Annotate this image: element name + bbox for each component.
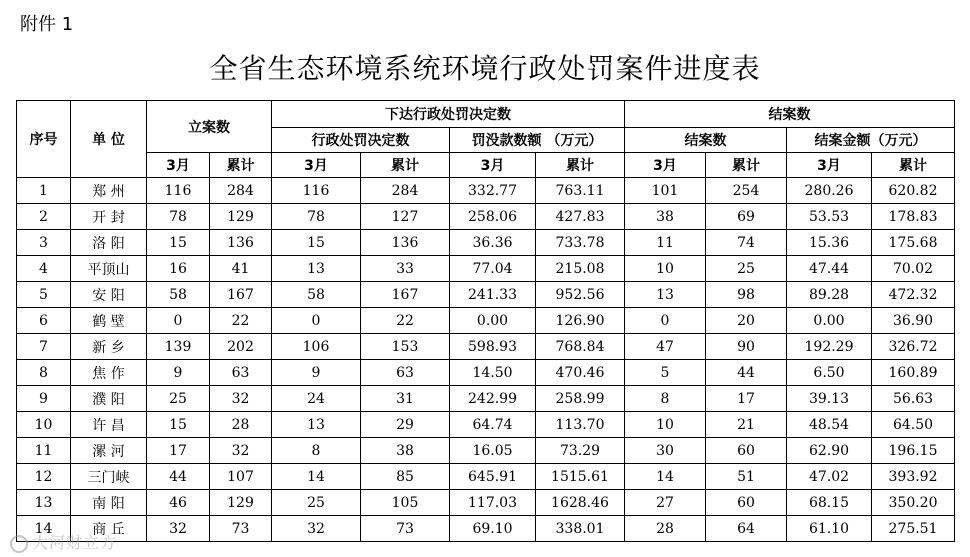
cell-closed-amount-month: 48.54: [787, 412, 872, 438]
cell-decisions-cumulative: 29: [361, 412, 450, 438]
page-title: 全省生态环境系统环境行政处罚案件进度表: [209, 52, 761, 85]
watermark: [10, 530, 117, 553]
cell-unit: 洛 阳: [71, 230, 147, 256]
cell-closed-amount-month: 6.50: [787, 360, 872, 386]
cell-closed-amount-month: 192.29: [787, 334, 872, 360]
cell-fine-cumulative: 113.70: [536, 412, 625, 438]
table-row: [17, 464, 955, 490]
cell-decisions-month: 25: [272, 490, 361, 516]
cell-closed-amount-cumulative: 275.51: [872, 516, 955, 542]
header-cumulative: 累计: [872, 153, 955, 178]
header-fine-amount: 罚没款数额 （万元）: [450, 128, 625, 153]
cell-unit: 郑 州: [71, 178, 147, 204]
cell-closed-amount-month: 62.90: [787, 438, 872, 464]
header-decisions-count: 行政处罚决定数: [272, 128, 450, 153]
cell-closed-amount-cumulative: 64.50: [872, 412, 955, 438]
cell-unit: 平顶山: [71, 256, 147, 282]
cell-closed-amount-cumulative: 160.89: [872, 360, 955, 386]
cell-closed-month: 10: [625, 256, 706, 282]
cell-closed-cumulative: 69: [706, 204, 787, 230]
table-row: [17, 334, 955, 360]
cell-filed-month: 17: [147, 438, 210, 464]
cell-closed-cumulative: 17: [706, 386, 787, 412]
cell-seq: 11: [17, 438, 71, 464]
cell-unit: 三门峡: [71, 464, 147, 490]
cell-seq: 10: [17, 412, 71, 438]
header-cumulative: 累计: [361, 153, 450, 178]
table-row: [17, 178, 955, 204]
header-closed-count: 结案数: [625, 128, 787, 153]
cell-seq: 9: [17, 386, 71, 412]
cell-fine-cumulative: 215.08: [536, 256, 625, 282]
cell-closed-month: 38: [625, 204, 706, 230]
cell-unit: 许 昌: [71, 412, 147, 438]
cell-decisions-month: 106: [272, 334, 361, 360]
cell-closed-cumulative: 60: [706, 438, 787, 464]
header-month: 3月: [147, 153, 210, 178]
cell-closed-amount-cumulative: 196.15: [872, 438, 955, 464]
cell-decisions-month: 8: [272, 438, 361, 464]
cell-closed-amount-cumulative: 393.92: [872, 464, 955, 490]
cell-decisions-month: 9: [272, 360, 361, 386]
cell-filed-cumulative: 32: [210, 386, 272, 412]
cell-seq: 8: [17, 360, 71, 386]
header-cumulative: 累计: [536, 153, 625, 178]
cell-filed-cumulative: 167: [210, 282, 272, 308]
cell-seq: 6: [17, 308, 71, 334]
cell-closed-month: 47: [625, 334, 706, 360]
table-row: [17, 360, 955, 386]
table-row: [17, 204, 955, 230]
cell-fine-month: 258.06: [450, 204, 536, 230]
cell-fine-cumulative: 427.83: [536, 204, 625, 230]
cell-filed-month: 78: [147, 204, 210, 230]
cell-decisions-cumulative: 73: [361, 516, 450, 542]
cell-decisions-cumulative: 31: [361, 386, 450, 412]
attachment-label: 附件 1: [20, 14, 74, 35]
cell-decisions-cumulative: 153: [361, 334, 450, 360]
table-row: [17, 282, 955, 308]
cell-closed-cumulative: 90: [706, 334, 787, 360]
cell-closed-cumulative: 64: [706, 516, 787, 542]
cell-seq: 14: [17, 516, 71, 542]
cell-fine-cumulative: 1628.46: [536, 490, 625, 516]
header-unit: 单 位: [71, 101, 147, 178]
cell-fine-month: 241.33: [450, 282, 536, 308]
cell-filed-month: 15: [147, 230, 210, 256]
cell-closed-month: 5: [625, 360, 706, 386]
cell-filed-month: 9: [147, 360, 210, 386]
cell-fine-month: 36.36: [450, 230, 536, 256]
cell-seq: 12: [17, 464, 71, 490]
cell-fine-cumulative: 126.90: [536, 308, 625, 334]
cell-fine-cumulative: 768.84: [536, 334, 625, 360]
cell-fine-month: 0.00: [450, 308, 536, 334]
table-row: [17, 490, 955, 516]
cell-closed-amount-cumulative: 178.83: [872, 204, 955, 230]
cell-closed-amount-cumulative: 326.72: [872, 334, 955, 360]
cell-fine-cumulative: 952.56: [536, 282, 625, 308]
cell-closed-amount-month: 47.44: [787, 256, 872, 282]
cell-decisions-cumulative: 38: [361, 438, 450, 464]
cell-closed-cumulative: 44: [706, 360, 787, 386]
cell-filed-cumulative: 129: [210, 490, 272, 516]
header-closed-amount: 结案金额（万元）: [787, 128, 955, 153]
cell-fine-month: 14.50: [450, 360, 536, 386]
table-row: [17, 308, 955, 334]
table-row: [17, 230, 955, 256]
cell-decisions-month: 13: [272, 256, 361, 282]
cell-closed-cumulative: 98: [706, 282, 787, 308]
cell-decisions-cumulative: 33: [361, 256, 450, 282]
cell-decisions-month: 58: [272, 282, 361, 308]
cell-fine-month: 16.05: [450, 438, 536, 464]
cell-closed-month: 10: [625, 412, 706, 438]
cell-closed-month: 27: [625, 490, 706, 516]
cell-closed-amount-cumulative: 472.32: [872, 282, 955, 308]
cell-seq: 1: [17, 178, 71, 204]
header-closed-group: 结案数: [625, 101, 955, 128]
cell-closed-cumulative: 60: [706, 490, 787, 516]
table-row: [17, 438, 955, 464]
cell-fine-cumulative: 258.99: [536, 386, 625, 412]
cell-fine-month: 117.03: [450, 490, 536, 516]
header-month: 3月: [450, 153, 536, 178]
cell-fine-cumulative: 470.46: [536, 360, 625, 386]
cell-decisions-month: 0: [272, 308, 361, 334]
cell-closed-cumulative: 254: [706, 178, 787, 204]
table-row: [17, 412, 955, 438]
cell-decisions-month: 15: [272, 230, 361, 256]
cell-filed-cumulative: 202: [210, 334, 272, 360]
cell-filed-month: 25: [147, 386, 210, 412]
cell-fine-cumulative: 338.01: [536, 516, 625, 542]
cell-unit: 新 乡: [71, 334, 147, 360]
cell-filed-cumulative: 136: [210, 230, 272, 256]
cell-fine-month: 332.77: [450, 178, 536, 204]
cell-filed-cumulative: 41: [210, 256, 272, 282]
cell-closed-month: 8: [625, 386, 706, 412]
cell-closed-amount-month: 280.26: [787, 178, 872, 204]
cell-closed-month: 0: [625, 308, 706, 334]
cell-filed-cumulative: 22: [210, 308, 272, 334]
cell-unit: 濮 阳: [71, 386, 147, 412]
cell-decisions-cumulative: 127: [361, 204, 450, 230]
cell-closed-month: 101: [625, 178, 706, 204]
header-seq: 序号: [17, 101, 71, 178]
cell-unit: 鹤 壁: [71, 308, 147, 334]
cell-closed-amount-month: 0.00: [787, 308, 872, 334]
cell-seq: 13: [17, 490, 71, 516]
cell-fine-cumulative: 763.11: [536, 178, 625, 204]
cell-unit: 漯 河: [71, 438, 147, 464]
cell-decisions-cumulative: 284: [361, 178, 450, 204]
cell-fine-month: 598.93: [450, 334, 536, 360]
cell-closed-amount-cumulative: 70.02: [872, 256, 955, 282]
penalty-progress-table: [16, 100, 955, 542]
cell-decisions-month: 116: [272, 178, 361, 204]
cell-closed-amount-cumulative: 175.68: [872, 230, 955, 256]
cell-fine-cumulative: 1515.61: [536, 464, 625, 490]
watermark-text: 大河财立方: [32, 533, 118, 552]
header-cumulative: 累计: [210, 153, 272, 178]
cell-closed-amount-month: 61.10: [787, 516, 872, 542]
cell-fine-cumulative: 733.78: [536, 230, 625, 256]
cell-filed-cumulative: 32: [210, 438, 272, 464]
cell-decisions-month: 13: [272, 412, 361, 438]
cell-filed-month: 16: [147, 256, 210, 282]
cell-closed-amount-month: 53.53: [787, 204, 872, 230]
cell-closed-amount-cumulative: 350.20: [872, 490, 955, 516]
cell-filed-cumulative: 28: [210, 412, 272, 438]
cell-closed-amount-month: 47.02: [787, 464, 872, 490]
cell-fine-month: 77.04: [450, 256, 536, 282]
cell-fine-cumulative: 73.29: [536, 438, 625, 464]
cell-decisions-cumulative: 167: [361, 282, 450, 308]
cell-closed-cumulative: 21: [706, 412, 787, 438]
cell-seq: 4: [17, 256, 71, 282]
cell-closed-amount-month: 68.15: [787, 490, 872, 516]
cell-filed-month: 0: [147, 308, 210, 334]
table-row: [17, 256, 955, 282]
cell-closed-amount-cumulative: 36.90: [872, 308, 955, 334]
cell-closed-month: 30: [625, 438, 706, 464]
cell-filed-cumulative: 129: [210, 204, 272, 230]
header-month: 3月: [272, 153, 361, 178]
cell-unit: 安 阳: [71, 282, 147, 308]
header-filed-cases: 立案数: [147, 101, 272, 153]
cell-closed-month: 13: [625, 282, 706, 308]
cell-seq: 3: [17, 230, 71, 256]
cell-closed-amount-cumulative: 56.63: [872, 386, 955, 412]
cell-filed-month: 44: [147, 464, 210, 490]
cell-decisions-cumulative: 105: [361, 490, 450, 516]
cell-filed-month: 32: [147, 516, 210, 542]
header-cumulative: 累计: [706, 153, 787, 178]
cell-decisions-cumulative: 22: [361, 308, 450, 334]
cell-decisions-month: 14: [272, 464, 361, 490]
cell-filed-month: 46: [147, 490, 210, 516]
cell-seq: 2: [17, 204, 71, 230]
cell-decisions-cumulative: 85: [361, 464, 450, 490]
cell-closed-cumulative: 20: [706, 308, 787, 334]
cell-fine-month: 242.99: [450, 386, 536, 412]
cell-filed-month: 58: [147, 282, 210, 308]
cell-closed-month: 28: [625, 516, 706, 542]
table-body: [17, 178, 955, 542]
cell-closed-amount-month: 15.36: [787, 230, 872, 256]
cell-unit: 焦 作: [71, 360, 147, 386]
cell-closed-month: 14: [625, 464, 706, 490]
cell-filed-cumulative: 73: [210, 516, 272, 542]
header-month: 3月: [625, 153, 706, 178]
header-decisions-group: 下达行政处罚决定数: [272, 101, 625, 128]
cell-filed-cumulative: 63: [210, 360, 272, 386]
cell-fine-month: 64.74: [450, 412, 536, 438]
cell-filed-month: 139: [147, 334, 210, 360]
table-row: [17, 386, 955, 412]
cell-decisions-cumulative: 63: [361, 360, 450, 386]
table-row: [17, 516, 955, 542]
cell-decisions-month: 32: [272, 516, 361, 542]
cell-decisions-month: 78: [272, 204, 361, 230]
cell-closed-amount-cumulative: 620.82: [872, 178, 955, 204]
cell-unit: 商 丘: [71, 516, 147, 542]
cell-filed-month: 116: [147, 178, 210, 204]
cell-fine-month: 69.10: [450, 516, 536, 542]
watermark-logo-icon: [10, 535, 28, 553]
cell-filed-cumulative: 107: [210, 464, 272, 490]
cell-unit: 南 阳: [71, 490, 147, 516]
cell-closed-cumulative: 74: [706, 230, 787, 256]
cell-closed-amount-month: 89.28: [787, 282, 872, 308]
cell-filed-month: 15: [147, 412, 210, 438]
cell-unit: 开 封: [71, 204, 147, 230]
cell-closed-cumulative: 51: [706, 464, 787, 490]
cell-filed-cumulative: 284: [210, 178, 272, 204]
cell-decisions-cumulative: 136: [361, 230, 450, 256]
cell-closed-month: 11: [625, 230, 706, 256]
header-month: 3月: [787, 153, 872, 178]
cell-decisions-month: 24: [272, 386, 361, 412]
cell-seq: 7: [17, 334, 71, 360]
cell-closed-cumulative: 25: [706, 256, 787, 282]
cell-fine-month: 645.91: [450, 464, 536, 490]
cell-closed-amount-month: 39.13: [787, 386, 872, 412]
cell-seq: 5: [17, 282, 71, 308]
